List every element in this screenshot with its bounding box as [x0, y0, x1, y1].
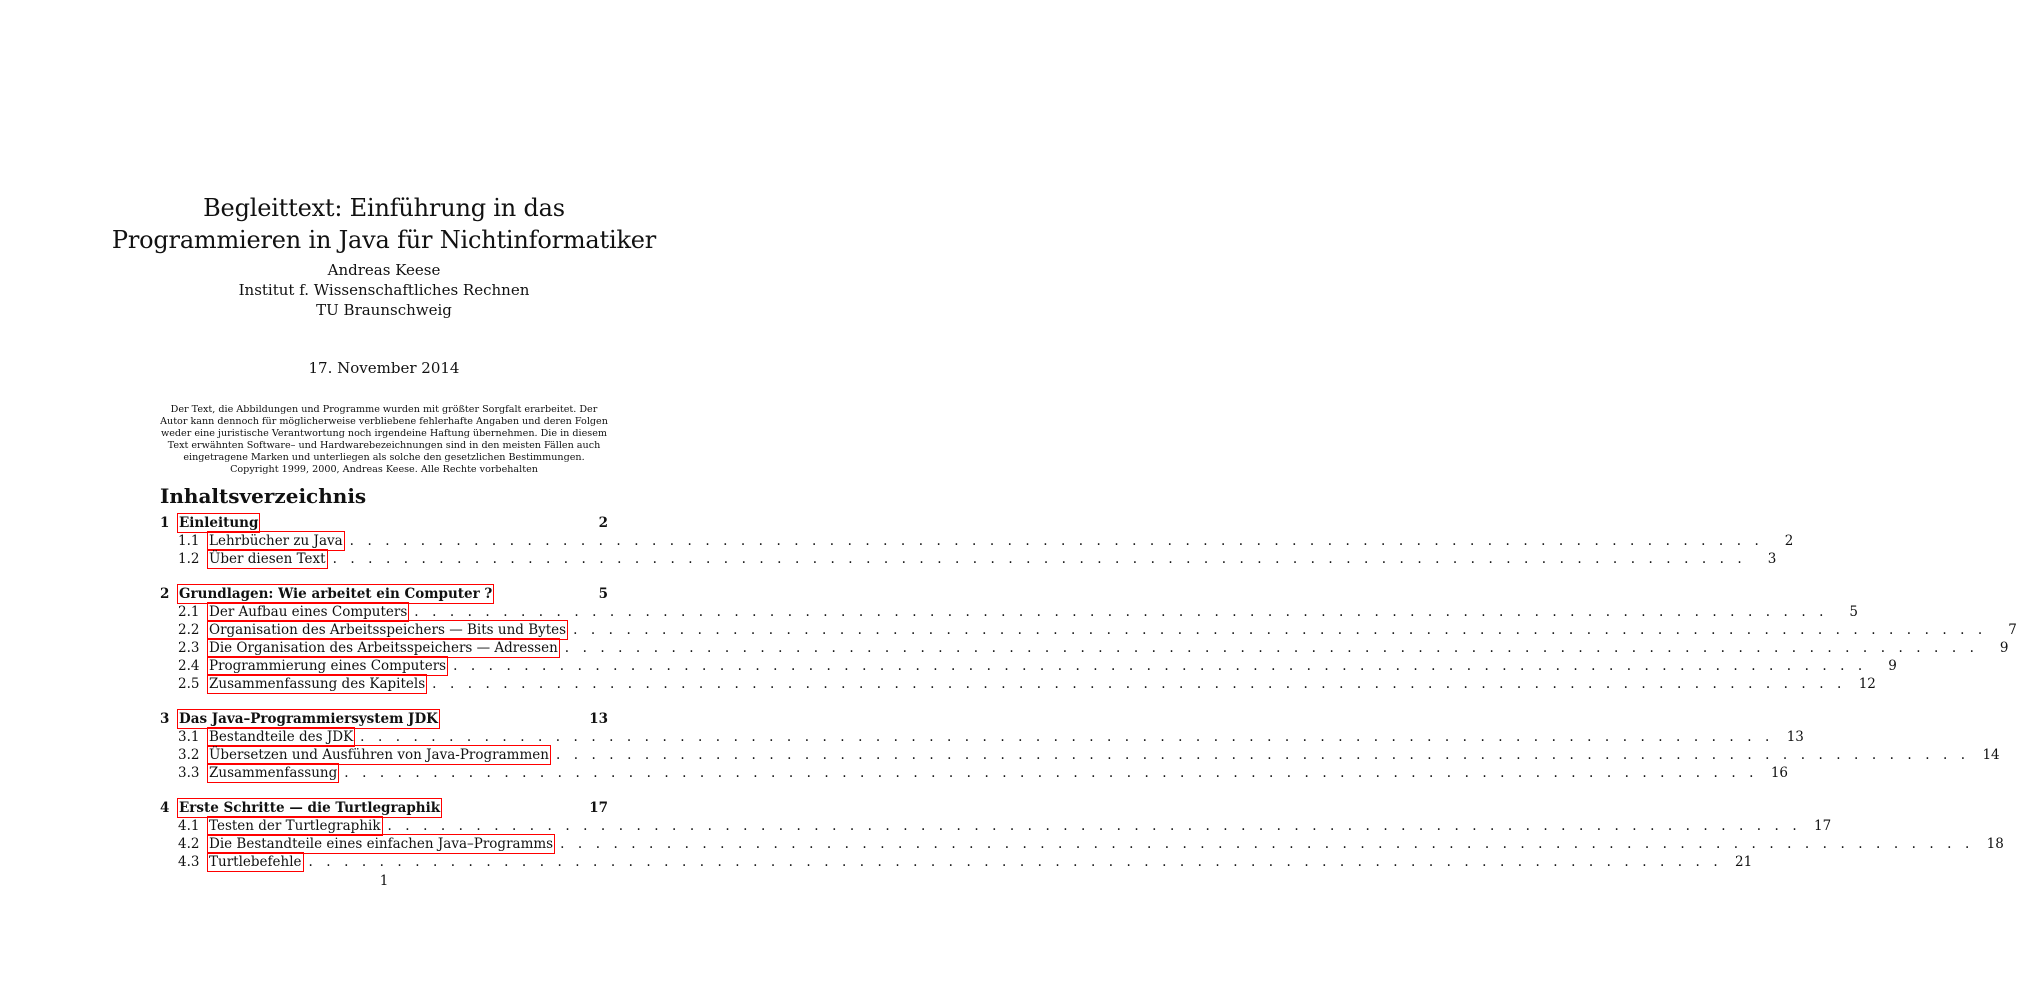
dot-leader: . . . . . . . . . . . . . . . . . . . . . . . . . . . . . . . . . . . . . . . . . . . . . . . . . . . . . . . . . . . . . . . . . . . . . . . . . . . . . . . .	[344, 765, 1758, 781]
section-page: 17	[1814, 818, 1832, 834]
table-of-contents	[160, 514, 2017, 888]
section-link[interactable]: Über diesen Text	[209, 551, 326, 567]
section-number: 1.1	[178, 533, 200, 549]
dot-leader: . . . . . . . . . . . . . . . . . . . . . . . . . . . . . . . . . . . . . . . . . . . . . . . . . . . . . . . . . . . . . . . . . . . . . . . . . . . . . . . .	[387, 818, 1802, 834]
author-institute: Institut f. Wissenschaftliches Rechnen	[238, 281, 530, 299]
chapter-page: 17	[589, 800, 608, 816]
chapter-link[interactable]: Das Java–Programmiersystem JDK	[179, 711, 438, 727]
section-number: 1.2	[178, 551, 200, 567]
section-number: 4.3	[178, 854, 200, 870]
dot-leader: . . . . . . . . . . . . . . . . . . . . . . . . . . . . . . . . . . . . . . . . . . . . . . . . . . . . . . . . . . . . . . . . . . . . . . . . . . . . . . . .	[432, 676, 1846, 692]
toc-chapter-row	[160, 799, 608, 817]
copyright-text: Copyright 1999, 2000, Andreas Keese. Alle Rechte vorbehalten	[230, 464, 538, 475]
toc-section-row	[160, 728, 1804, 746]
toc-chapter	[160, 799, 2004, 871]
toc-section-row	[160, 764, 1788, 782]
section-page: 18	[1986, 836, 2004, 852]
section-link[interactable]: Testen der Turtlegraphik	[209, 818, 381, 834]
toc-section-row	[160, 639, 2009, 657]
chapter-number: 2	[160, 586, 170, 602]
dot-leader: . . . . . . . . . . . . . . . . . . . . . . . . . . . . . . . . . . . . . . . . . . . . . . . . . . . . . . . . . . . . . . . . . . . . . . . . . . . . . . . .	[555, 747, 1970, 763]
chapter-link[interactable]: Erste Schritte — die Turtlegraphik	[179, 800, 441, 816]
section-number: 3.1	[178, 729, 200, 745]
dot-leader: . . . . . . . . . . . . . . . . . . . . . . . . . . . . . . . . . . . . . . . . . . . . . . . . . . . . . . . . . . . . . . . . . . . . . . . . . . . . . . . .	[349, 533, 1764, 549]
dot-leader: . . . . . . . . . . . . . . . . . . . . . . . . . . . . . . . . . . . . . . . . . . . . . . . . . . . . . . . . . . . . . . . . . . . . . . . . . . . . . . . .	[573, 622, 1987, 638]
chapter-page: 2	[598, 515, 608, 531]
chapter-page: 13	[589, 711, 608, 727]
section-number: 3.3	[178, 765, 200, 781]
dot-leader: . . . . . . . . . . . . . . . . . . . . . . . . . . . . . . . . . . . . . . . . . . . . . . . . . . . . . . . . . . . . . . . . . . . . . . . . . . . . . . . .	[564, 640, 1979, 656]
toc-chapter-row	[160, 585, 608, 603]
section-number: 2.5	[178, 676, 200, 692]
section-link[interactable]: Organisation des Arbeitsspeichers — Bits und Bytes	[209, 622, 567, 638]
section-link[interactable]: Lehrbücher zu Java	[209, 533, 343, 549]
author-university: TU Braunschweig	[316, 301, 452, 319]
section-page: 7	[2008, 622, 2017, 638]
toc-section-row	[160, 817, 1832, 835]
section-page: 5	[1849, 604, 1858, 620]
section-page: 3	[1767, 551, 1777, 567]
section-link[interactable]: Programmierung eines Computers	[209, 658, 447, 674]
dot-leader: . . . . . . . . . . . . . . . . . . . . . . . . . . . . . . . . . . . . . . . . . . . . . . . . . . . . . . . . . . . . . . . . . . . . . . . . . . . . . . . .	[453, 658, 1867, 674]
section-link[interactable]: Turtlebefehle	[209, 854, 302, 870]
section-page: 21	[1735, 854, 1753, 870]
chapter-number: 4	[160, 800, 170, 816]
toc-chapter-row	[160, 514, 608, 532]
section-page: 12	[1858, 676, 1876, 692]
section-page: 9	[1999, 640, 2009, 656]
section-number: 2.1	[178, 604, 200, 620]
section-number: 3.2	[178, 747, 200, 763]
section-number: 2.4	[178, 658, 200, 674]
section-link[interactable]: Die Bestandteile eines einfachen Java–Programms	[209, 836, 554, 852]
toc-heading: Inhaltsverzeichnis	[160, 484, 367, 508]
toc-chapter	[160, 514, 1794, 568]
chapter-link[interactable]: Grundlagen: Wie arbeitet ein Computer ?	[179, 586, 493, 602]
author-name: Andreas Keese	[327, 261, 441, 279]
section-link[interactable]: Zusammenfassung des Kapitels	[209, 676, 426, 692]
toc-section-row	[160, 603, 1858, 621]
section-link[interactable]: Bestandteile des JDK	[209, 729, 354, 745]
author-block	[184, 260, 584, 320]
chapter-number: 3	[160, 711, 170, 727]
dot-leader: . . . . . . . . . . . . . . . . . . . . . . . . . . . . . . . . . . . . . . . . . . . . . . . . . . . . . . . . . . . . . . . . . . . . . . . . . . . . . . . .	[308, 854, 1723, 870]
chapter-link[interactable]: Einleitung	[179, 515, 259, 531]
dot-leader: . . . . . . . . . . . . . . . . . . . . . . . . . . . . . . . . . . . . . . . . . . . . . . . . . . . . . . . . . . . . . . . . . . . . . . . . . . . . . . . .	[332, 551, 1747, 567]
toc-section-row	[160, 746, 2000, 764]
toc-chapter	[160, 585, 2017, 693]
toc-section-row	[160, 675, 1876, 693]
dot-leader: . . . . . . . . . . . . . . . . . . . . . . . . . . . . . . . . . . . . . . . . . . . . . . . . . . . . . . . . . . . . . . . . . . . . . . . . . . . . . . . .	[560, 836, 1974, 852]
section-number: 4.2	[178, 836, 200, 852]
toc-section-row	[160, 550, 1777, 568]
toc-section-row	[160, 853, 1753, 871]
dot-leader: . . . . . . . . . . . . . . . . . . . . . . . . . . . . . . . . . . . . . . . . . . . . . . . . . . . . . . . . . . . . . . . . . . . . . . . . . . . . . . . .	[414, 604, 1828, 620]
section-page: 16	[1770, 765, 1788, 781]
section-link[interactable]: Der Aufbau eines Computers	[209, 604, 408, 620]
section-page: 13	[1786, 729, 1804, 745]
document-date: 17. November 2014	[308, 359, 460, 377]
section-page: 2	[1784, 533, 1794, 549]
toc-section-row	[160, 621, 2017, 639]
toc-section-row	[160, 835, 2004, 853]
section-link[interactable]: Zusammenfassung	[209, 765, 338, 781]
dot-leader: . . . . . . . . . . . . . . . . . . . . . . . . . . . . . . . . . . . . . . . . . . . . . . . . . . . . . . . . . . . . . . . . . . . . . . . . . . . . . . . .	[360, 729, 1774, 745]
page-number: 1	[379, 873, 389, 889]
document-title: Begleittext: Einführung in das Programmieren in Java für Nichtinformatiker	[111, 194, 657, 254]
toc-chapter	[160, 710, 2000, 782]
section-page: 14	[1982, 747, 2000, 763]
section-link[interactable]: Die Organisation des Arbeitsspeichers — Adressen	[209, 640, 558, 656]
section-number: 2.2	[178, 622, 200, 638]
disclaimer-block	[160, 404, 608, 476]
disclaimer-text: Der Text, die Abbildungen und Programme wurden mit größter Sorgfalt erarbeitet. Der Autor kann dennoch für möglicherweise verbliebene fehlerhafte Angaben und deren Folgen weder eine juristische Verantwortung noch irgendeine Haftung übernehmen. Die in diesem Text erwähnten Software– und Hardwarebezeichnungen sind in den meisten Fällen auch eingetragene Marken und unterliegen als solche den gesetzlichen Bestimmungen.	[160, 404, 608, 463]
chapter-number: 1	[160, 515, 170, 531]
section-page: 9	[1888, 658, 1897, 674]
section-number: 4.1	[178, 818, 200, 834]
chapter-page: 5	[598, 586, 608, 602]
toc-chapter-row	[160, 710, 608, 728]
section-link[interactable]: Übersetzen und Ausführen von Java-Programmen	[209, 747, 549, 763]
toc-section-row	[160, 532, 1794, 550]
toc-section-row	[160, 657, 1897, 675]
section-number: 2.3	[178, 640, 200, 656]
